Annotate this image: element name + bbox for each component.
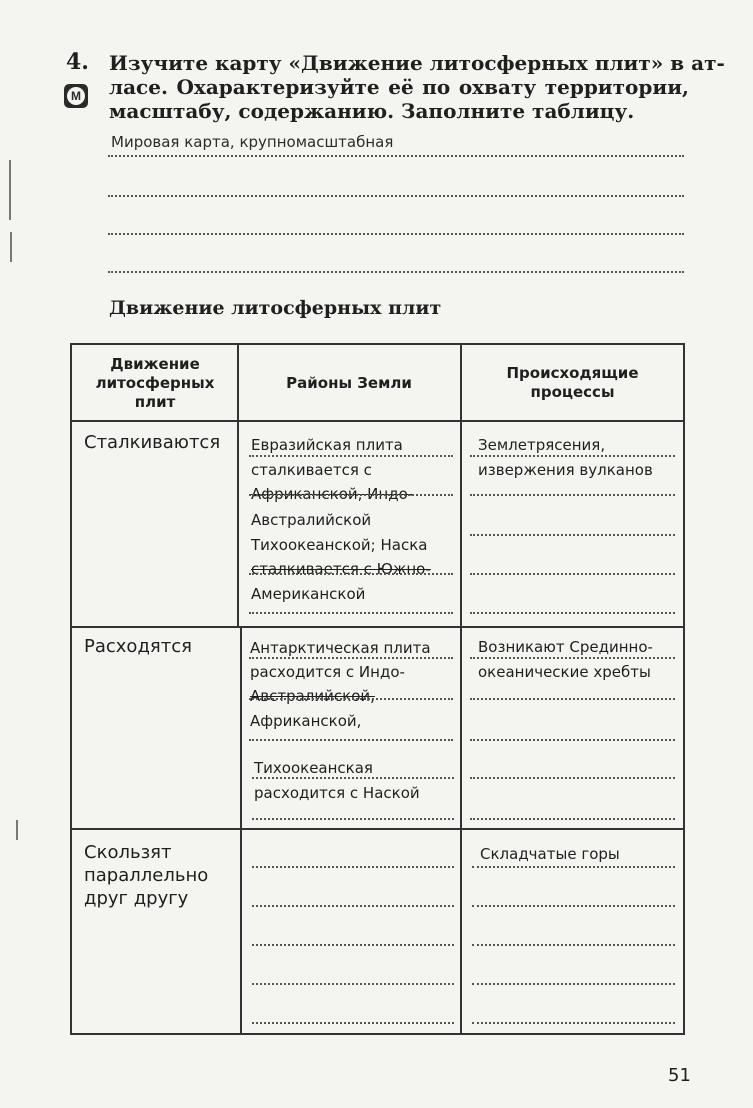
answer-line (108, 155, 684, 157)
process-answer-line (472, 905, 675, 907)
region-answer-line (249, 612, 453, 614)
row-label-collide: Сталкиваются (84, 432, 221, 453)
row2-process-line: Возникают Срединно- (478, 638, 653, 656)
table-divider (240, 627, 242, 1035)
process-answer-line (470, 494, 675, 496)
process-answer-line (470, 777, 675, 779)
row2-region-line: Австралийской, (250, 687, 375, 705)
row1-region-line: Евразийская плита (251, 436, 403, 454)
answer-line (108, 271, 684, 273)
answer-line (108, 195, 684, 197)
task-text-line-3: масштабу, содержанию. Заполните таблицу. (109, 99, 635, 123)
task-text-line-1: Изучите карту «Движение литосферных плит» в ат- (109, 51, 725, 75)
margin-mark (16, 820, 18, 840)
region-answer-line (252, 944, 454, 946)
row2-region-line: Африканской, (250, 712, 362, 730)
process-answer-line (472, 1022, 675, 1024)
answer-line (108, 233, 684, 235)
table-divider (460, 343, 462, 1035)
region-answer-line (249, 698, 453, 700)
row-label-diverge: Расходятся (84, 636, 192, 657)
row1-region-line: Американской (251, 585, 366, 603)
process-answer-line (470, 455, 675, 457)
row3-process-line: Складчатые горы (480, 845, 620, 863)
task-text-line-2: ласе. Охарактеризуйте её по охвату территории, (109, 75, 689, 99)
header-regions: Районы Земли (286, 373, 412, 392)
region-answer-line (252, 818, 454, 820)
region-answer-line (252, 983, 454, 985)
row1-region-line: сталкивается с Южно- (251, 560, 431, 578)
process-answer-line (470, 657, 675, 659)
process-answer-line (472, 866, 675, 868)
table-divider (70, 828, 685, 830)
row2-process-line: океанические хребты (478, 663, 651, 681)
region-answer-line (249, 657, 453, 659)
task-number: 4. (66, 49, 89, 75)
process-answer-line (470, 534, 675, 536)
row2-region-line: расходится с Наской (254, 784, 420, 802)
region-answer-line (252, 905, 454, 907)
row1-process-line: Землетрясения, (478, 436, 606, 454)
page-number: 51 (668, 1065, 691, 1086)
region-answer-line (249, 573, 453, 575)
table-divider (70, 626, 685, 628)
process-answer-line (472, 944, 675, 946)
header-movement: Движение литосферных плит (95, 354, 215, 411)
process-answer-line (470, 612, 675, 614)
header-processes: Происходящие процессы (506, 364, 639, 401)
row1-process-line: извержения вулканов (478, 460, 653, 479)
process-answer-line (470, 818, 675, 820)
task-answer: Мировая карта, крупномасштабная (111, 133, 394, 151)
process-answer-line (470, 739, 675, 741)
region-answer-line (252, 777, 454, 779)
process-answer-line (470, 698, 675, 700)
region-answer-line (252, 866, 454, 868)
row1-region-line: Тихоокеанской; Наска (251, 536, 428, 554)
row1-region-line: сталкивается с (251, 460, 372, 479)
region-answer-line (252, 1022, 454, 1024)
row1-region-line: Австралийской (251, 511, 372, 529)
map-atlas-icon (64, 84, 88, 108)
table-divider (70, 420, 685, 422)
row1-region-line: Африканской, Индо- (251, 485, 414, 503)
row-label-slide: Скользят параллельно друг другу (84, 842, 209, 909)
process-answer-line (472, 983, 675, 985)
table-divider (237, 343, 239, 627)
section-title: Движение литосферных плит (109, 297, 442, 319)
row2-region-line: расходится с Индо- (250, 663, 405, 681)
margin-mark (9, 160, 11, 220)
region-answer-line (249, 494, 453, 496)
row2-region-line: Антарктическая плита (250, 639, 431, 657)
margin-mark (10, 232, 12, 262)
icon-letter: М (67, 87, 85, 105)
region-answer-line (249, 455, 453, 457)
region-answer-line (249, 739, 453, 741)
row2-region-line: Тихоокеанская (254, 759, 373, 777)
process-answer-line (470, 573, 675, 575)
